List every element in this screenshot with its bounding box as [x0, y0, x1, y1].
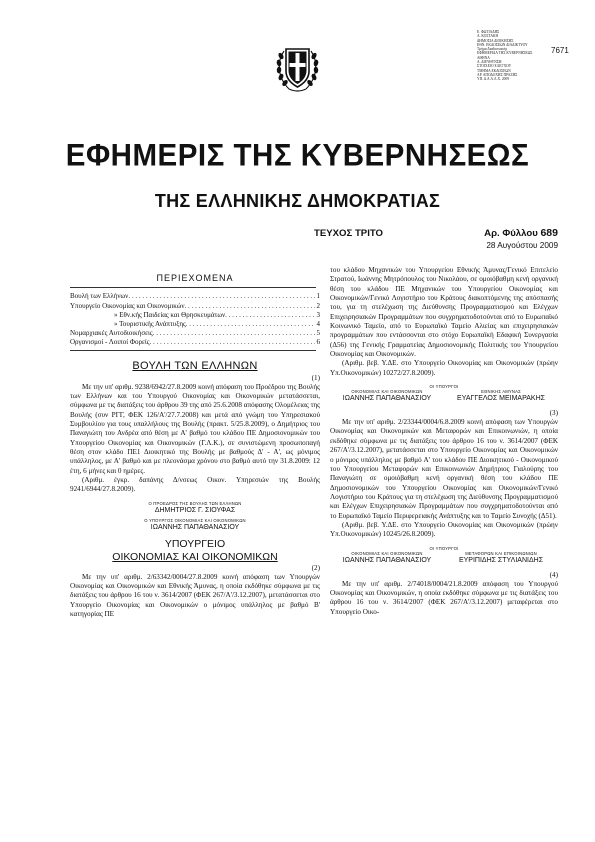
signature-name: ΙΩΑΝΝΗΣ ΠΑΠΑΘΑΝΑΣΙΟΥ: [342, 556, 432, 564]
toc-item[interactable]: [70, 338, 320, 347]
toc-leader: [153, 329, 315, 338]
corner-note-line: ΥΠ. Δ.Α.Α.Λ.Χ. 2009: [477, 77, 510, 82]
toc-item-page: 5: [316, 329, 320, 338]
decision-reference: (Αριθμ. έγκρ. δαπάνης Δ/νσεως Οικον. Υπηρεσιών της Βουλής 9241/6944/27.8.2009).: [70, 476, 320, 494]
issue-number-value: 689: [540, 227, 558, 239]
right-column: [330, 266, 558, 617]
corner-note-line: ΔΗΜΟΣΙΑ ΔΙΟΙΚΗΣΗΣ: [477, 38, 514, 43]
corner-note-line: ΤΜΗΜΑ ΕΚΔΟΣΕΩΝ: [477, 68, 511, 73]
corner-note-line: Τμήμα Διαδικτυακής: [477, 47, 508, 52]
toc-divider: [70, 350, 316, 351]
toc-item-label: Οργανισμοί - Λοιποί Φορείς: [70, 338, 150, 347]
toc-item-label: Βουλή των Ελλήνων: [70, 292, 129, 301]
decision-body-continued: του κλάδου Μηχανικών του Υπουργείου Εθνικής Άμυνας/Γενικό Επιτελείο Στρατού, Ιωάννης Μητρόπουλος του Νικολάου, σε ομοιόβαθμη κενή οργανική θέση του κλάδου ΠΕ Μηχανικών του Υπουργείου Οικονομίας και Οικονομικών/Γενικό Λογιστήριο του Κράτους διακοπτόμενης της απόσπασής του, για τη στελέχωση της Διεύθυνσης Προγραμματισμού και Ελέγχων Επιχειρησιακών Προγραμμάτων που συγχρηματοδοτούνται από το Ευρωπαϊκό Κοινωνικό Ταμείο, από το Ευρωπαϊκό Ταμείο Αλιείας και επιχειρησιακών προγραμμάτων που εντάσσονται στο στόχο Ευρωπαϊκή Εδαφική Συνεργασία (Δ56) της Γενικής Γραμματείας Δημοσιονομικής Πολιτικής του Υπουργείου Οικονομίας και Οικονομικών.: [330, 266, 558, 359]
corner-note-line: ΣΤΟΙΧΕΙΟ ΕΛΕΓΧΟΥ: [477, 64, 512, 69]
toc-title: ΠΕΡΙΕΧΟΜΕΝΑ: [156, 273, 234, 283]
coat-of-arms-icon: [275, 37, 320, 95]
issue-date: 28 Αυγούστου 2009: [486, 241, 558, 250]
toc-item[interactable]: [70, 292, 320, 301]
corner-note-line: ΑΡ. ΑΠΟΔΟΧΗΣ ΠΡΑΞΗΣ: [477, 72, 518, 77]
toc-divider: [70, 287, 316, 288]
decision-body: Με την υπ' αριθμ. 2/74018/0004/21.8.2009 απόφαση του Υπουργού Οικονομίας και Οικονομικών, η οποία εκδόθηκε σύμφωνα με τις διατάξεις του άρθρου 16 του ν. 3614/2007 (ΦΕΚ 267/Α'/3.12.2007) μεταφέρεται στο Υπουργείο Οικο-: [330, 579, 558, 616]
signature-caption: ΟΙΚΟΝΟΜΙΑΣ ΚΑΙ ΟΙΚΟΝΟΜΙΚΩΝ: [351, 389, 423, 395]
corner-note-line: Α. ΚΟΣΤΑΚΗ: [477, 34, 499, 39]
decision-number: (3): [549, 409, 558, 418]
corner-note-line: Ε. ΦΩΤΙΑΔΗΣ: [477, 30, 500, 34]
page-number: 7671: [551, 46, 569, 55]
toc-item[interactable]: [70, 329, 320, 338]
decision-body: Με την υπ' αριθμ. 9238/6942/27.8.2009 κοινή απόφαση του Προέδρου της Βουλής των Ελλήνων και του Υπουργού Οικονομίας και Οικονομικών μετατάσσεται, σύμφωνα με τις διατάξεις του άρθρου 39 της από 25.6.2008 απόφασης Ολομέλειας της Βουλής (συν ΡΓΓ, ΦΕΚ 126/Α'/27.7.2008) και μετά από γνώμη του Υπηρεσιακού Συμβουλίου για τους υπαλλήλους της Βουλής (πρακτ. 5/25.8.2009), ο Δημήτριος του Παναγιώτη του Ανδρέα από θέση με Α' βαθμό του κλάδου ΠΕ Δημοσιονομικών του Υπουργείου Οικονομίας και Οικονομικών (Γ.Λ.Κ.), σε συνιστώμενη προσωποπαγή θέση στον κλάδο ΠΕ1 Διοικητικό της Βουλής με βαθμούς Δ' - Α', ως μόνιμος υπάλληλος, με Α' βαθμό και με πλεονάσμα χρόνου στο βαθμό αυτό την 31.8.2009: 12 έτη, 6 μήνες και 0 ημέρες.: [70, 382, 320, 475]
ministry-title-line: ΥΠΟΥΡΓΕΙΟ: [164, 537, 226, 550]
toc-leader: [128, 292, 314, 301]
toc-item-label: » Εθν.κής Παιδείας και Θρησκευμάτων: [114, 310, 226, 319]
signature-name: ΙΩΑΝΝΗΣ ΠΑΠΑΘΑΝΑΣΙΟΥ: [342, 395, 432, 403]
signature-caption: ΟΙΚΟΝΟΜΙΑΣ ΚΑΙ ΟΙΚΟΝΟΜΙΚΩΝ: [351, 550, 423, 556]
toc-item-page: 6: [316, 338, 320, 347]
signature-caption: ΜΕΤΑΦΟΡΩΝ ΚΑΙ ΕΠΙΚΟΙΝΩΝΙΩΝ: [465, 550, 537, 556]
toc-leader: [225, 311, 314, 320]
corner-note-line: Α. ΔΙΕΥΘΥΝΣΗ: [477, 60, 502, 65]
corner-note: [477, 30, 539, 82]
issue-label: Αρ. Φύλλου: [484, 228, 538, 239]
toc-leader: [186, 320, 315, 329]
subhead: ΤΗΣ ΕΛΛΗΝΙΚΗΣ ΔΗΜΟΚΡΑΤΙΑΣ: [154, 191, 441, 211]
toc-item-page: 2: [316, 301, 320, 310]
signature-name: ΔΗΜΗΤΡΙΟΣ Γ. ΣΙΟΥΦΑΣ: [154, 506, 236, 514]
decision-body: Με την υπ' αριθμ. 2/63342/0004/27.8.2009 κοινή απόφαση των Υπουργών Οικονομίας και Οικονομικών και Εθνικής Άμυνας, η οποία εκδόθηκε σύμφωνα με τις διατάξεις του άρθρου 16 του ν. 3614/2007 (ΦΕΚ 267/Α'/3.12.2007), μετατάσσεται στο Υπουργείο Οικονομίας και Οικονομικών ο μόνιμος υπάλληλος με βαθμό Β' κατηγορίας ΠΕ: [70, 572, 320, 619]
left-column: [70, 266, 320, 619]
signature-header: ΟΙ ΥΠΟΥΡΓΟΙ: [429, 545, 459, 551]
signature-name: ΕΥΑΓΓΕΛΟΣ ΜΕΙΜΑΡΑΚΗΣ: [457, 395, 545, 403]
toc-item-page: 3: [316, 310, 320, 319]
toc-item-page: 1: [316, 292, 320, 301]
decision-reference: (Αριθμ. βεβ. Υ.ΔΕ. στο Υπουργείο Οικονομίας και Οικονομικών (πρώην Υπ.Οικονομικών) 10245/26.8.2009).: [330, 520, 558, 539]
toc-item-label: » Τουριστικής Ανάπτυξης: [114, 319, 186, 328]
signature-caption: Ο ΥΠΟΥΡΓΟΣ ΟΙΚΟΝΟΜΙΑΣ ΚΑΙ ΟΙΚΟΝΟΜΙΚΩΝ: [144, 517, 246, 523]
corner-note-line: ΕΦΗΜΕΡΙΔΑ ΤΗΣ ΚΥΒΕΡΝΗΣΕΩΣ: [477, 51, 533, 56]
masthead: ΕΦΗΜΕΡΙΣ ΤΗΣ ΚΥΒΕΡΝΗΣΕΩΣ: [65, 137, 530, 174]
signature-header: ΟΙ ΥΠΟΥΡΓΟΙ: [429, 384, 459, 390]
signature-block: [330, 389, 558, 403]
decision-reference: (Αριθμ. βεβ. Υ.ΔΕ. στο Υπουργείο Οικονομίας και Οικονομικών (πρώην Υπ.Οικονομικών) 10272/27.8.2009).: [330, 359, 558, 377]
toc-item[interactable]: [70, 320, 320, 329]
toc-leader: [150, 338, 315, 347]
toc-item-page: 4: [316, 319, 320, 328]
corner-note-line: ΑΘΗΝΑ: [477, 55, 490, 60]
issue-number: [478, 227, 558, 239]
decision-number: (2): [311, 563, 320, 572]
signature-caption: ΕΘΝΙΚΗΣ ΑΜΥΝΑΣ: [481, 389, 521, 395]
signature-block: [330, 551, 558, 565]
ministry-title-line: ΟΙΚΟΝΟΜΙΑΣ ΚΑΙ ΟΙΚΟΝΟΜΙΚΩΝ: [112, 550, 278, 563]
decision-body: Με την υπ' αριθμ. 2/23344/0004/6.8.2009 κοινή απόφαση των Υπουργών Οικονομίας και Οικονομικών και Μεταφορών και Επικοινωνιών, η οποία εκδόθηκε σύμφωνα με τις διατάξεις του άρθρου 16 του ν. 3614/2007 (ΦΕΚ 267/Α'/3.12.2007), μετατάσσεται στο Υπουργείο Οικονομίας και Οικονομικών ο μόνιμος υπάλληλος με βαθμό Α' του κλάδου ΠΕ Διοικητικού - Οικονομικού του Υπουργείου Μεταφορών και Επικοινωνιών Δημήτριος Γιαλούρης του Παναγιώτη σε ομοιόβαθμη κενή οργανική θέση του κλάδου ΠΕ Δημοσιονομικών του Υπουργείου Οικονομίας και Οικονομικών/Γενικό Λογιστήριο του Κράτους για τη στελέχωση της Διεύθυνσης Προγραμματισμού και Ελέγχων Επιχειρησιακών Προγραμμάτων που συγχρηματοδοτούνται από το Ευρωπαϊκό Ταμείο Περιφερειακής Ανάπτυξης και το Ταμείο Συνοχής (Δ51).: [330, 418, 558, 520]
decision-number: (1): [311, 373, 320, 382]
issue-type: ΤΕΥΧΟΣ ΤΡΙΤΟ: [314, 228, 384, 239]
corner-note-line: ΕΘΝ. ΕΚΔΟΣΕΩΝ ΔΙΑΔΙΚΤΥΟΥ: [477, 42, 528, 47]
signature-caption: Ο ΠΡΟΕΔΡΟΣ ΤΗΣ ΒΟΥΛΗΣ ΤΩΝ ΕΛΛΗΝΩΝ: [148, 500, 242, 506]
section-title-parliament: ΒΟΥΛΗ ΤΩΝ ΕΛΛΗΝΩΝ: [132, 359, 258, 372]
signature-name: ΙΩΑΝΝΗΣ ΠΑΠΑΘΑΝΑΣΙΟΥ: [150, 523, 240, 531]
toc-item[interactable]: [70, 311, 320, 320]
toc-item[interactable]: [70, 302, 320, 311]
signature-name: ΕΥΡΙΠΙΔΗΣ ΣΤΥΛΙΑΝΙΔΗΣ: [458, 556, 544, 564]
section-title-ministry: [70, 538, 320, 564]
decision-number: (4): [549, 570, 558, 579]
toc-item-label: Υπουργείο Οικονομίας και Οικονομικών: [70, 301, 185, 310]
toc-leader: [185, 302, 315, 311]
toc-item-label: Νομαρχιακές Αυτοδιοικήσεις: [70, 329, 153, 338]
